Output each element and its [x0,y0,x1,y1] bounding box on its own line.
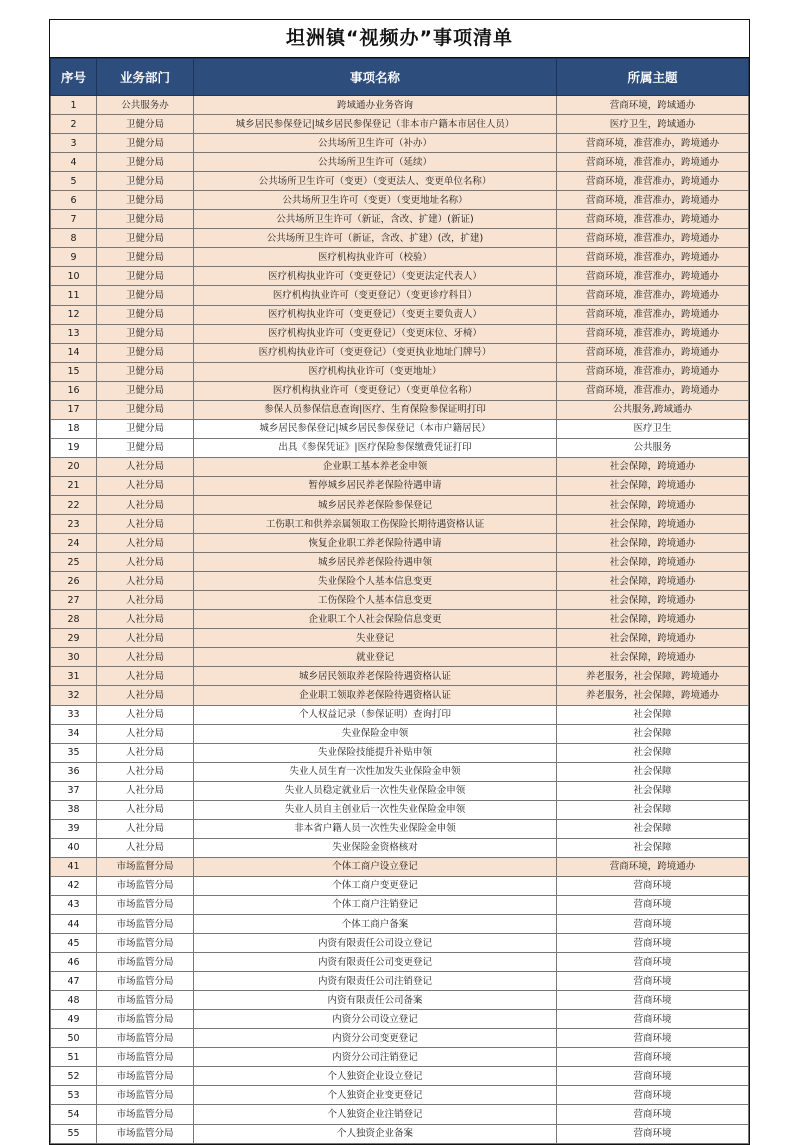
cell-serial-number: 30 [51,648,97,667]
cell-topic: 营商环境，准营准办，跨境通办 [557,305,749,324]
cell-item-name: 个人独资企业备案 [194,1124,557,1143]
cell-topic: 营商环境，准营准办，跨境通办 [557,324,749,343]
table-row [51,648,749,667]
cell-topic: 社会保障，跨境通办 [557,476,749,495]
cell-department: 人社分局 [97,800,194,819]
cell-topic: 营商环境，准营准办，跨境通办 [557,191,749,210]
cell-item-name: 医疗机构执业许可（变更登记）（变更诊疗科目） [194,286,557,305]
cell-department: 人社分局 [97,667,194,686]
table-row [51,1067,749,1086]
table-row [51,667,749,686]
table-row [51,172,749,191]
header-serial-number: 序号 [51,59,97,96]
cell-item-name: 医疗机构执业许可（校验） [194,248,557,267]
cell-topic: 社会保障，跨境通办 [557,629,749,648]
cell-item-name: 企业职工领取养老保险待遇资格认证 [194,686,557,705]
cell-department: 人社分局 [97,572,194,591]
cell-serial-number: 11 [51,286,97,305]
cell-serial-number: 43 [51,895,97,914]
cell-department: 卫健分局 [97,419,194,438]
cell-item-name: 失业人员稳定就业后一次性失业保险金申领 [194,781,557,800]
cell-serial-number: 46 [51,953,97,972]
table-row [51,572,749,591]
table-row [51,134,749,153]
cell-serial-number: 28 [51,610,97,629]
cell-item-name: 医疗机构执业许可（变更登记）（变更单位名称） [194,381,557,400]
cell-department: 人社分局 [97,629,194,648]
table-row [51,305,749,324]
cell-topic: 社会保障，跨境通办 [557,457,749,476]
cell-serial-number: 35 [51,743,97,762]
cell-topic: 社会保障 [557,743,749,762]
cell-topic: 营商环境 [557,1105,749,1124]
cell-department: 人社分局 [97,819,194,838]
cell-topic: 社会保障，跨境通办 [557,495,749,514]
table-row [51,210,749,229]
cell-serial-number: 36 [51,762,97,781]
cell-serial-number: 18 [51,419,97,438]
cell-department: 卫健分局 [97,248,194,267]
cell-serial-number: 37 [51,781,97,800]
cell-topic: 营商环境，准营准办，跨境通办 [557,343,749,362]
table-row [51,686,749,705]
cell-item-name: 企业职工个人社会保险信息变更 [194,610,557,629]
cell-item-name: 失业登记 [194,629,557,648]
cell-department: 卫健分局 [97,191,194,210]
cell-serial-number: 31 [51,667,97,686]
cell-topic: 社会保障，跨境通办 [557,648,749,667]
cell-topic: 社会保障 [557,781,749,800]
table-row [51,991,749,1010]
cell-serial-number: 55 [51,1124,97,1143]
cell-department: 卫健分局 [97,286,194,305]
cell-department: 人社分局 [97,553,194,572]
cell-department: 市场监管分局 [97,953,194,972]
cell-serial-number: 50 [51,1029,97,1048]
cell-item-name: 个体工商户变更登记 [194,876,557,895]
cell-serial-number: 32 [51,686,97,705]
cell-topic: 营商环境，跨境通办 [557,857,749,876]
cell-item-name: 城乡居民参保登记|城乡居民参保登记（非本市户籍本市居住人员） [194,115,557,134]
cell-serial-number: 19 [51,438,97,457]
cell-department: 人社分局 [97,743,194,762]
cell-department: 卫健分局 [97,343,194,362]
cell-serial-number: 8 [51,229,97,248]
cell-item-name: 公共场所卫生许可（补办） [194,134,557,153]
table-row [51,400,749,419]
cell-department: 人社分局 [97,724,194,743]
table-row [51,1029,749,1048]
cell-item-name: 内资有限责任公司备案 [194,991,557,1010]
table-header [51,59,749,96]
cell-serial-number: 51 [51,1048,97,1067]
cell-serial-number: 21 [51,476,97,495]
cell-serial-number: 20 [51,457,97,476]
cell-serial-number: 29 [51,629,97,648]
cell-item-name: 医疗机构执业许可（变更登记）（变更执业地址门牌号） [194,343,557,362]
cell-serial-number: 52 [51,1067,97,1086]
cell-item-name: 恢复企业职工养老保险待遇申请 [194,534,557,553]
cell-department: 卫健分局 [97,153,194,172]
cell-item-name: 医疗机构执业许可（变更登记）（变更床位、牙椅） [194,324,557,343]
header-topic: 所属主题 [557,59,749,96]
cell-topic: 营商环境 [557,895,749,914]
cell-serial-number: 45 [51,934,97,953]
cell-department: 市场监管分局 [97,991,194,1010]
cell-department: 卫健分局 [97,400,194,419]
cell-item-name: 城乡居民养老保险待遇申领 [194,553,557,572]
cell-item-name: 失业保险金资格核对 [194,838,557,857]
table-row [51,534,749,553]
cell-serial-number: 41 [51,857,97,876]
cell-topic: 营商环境 [557,972,749,991]
cell-serial-number: 48 [51,991,97,1010]
cell-topic: 营商环境 [557,915,749,934]
table-row [51,515,749,534]
table-row [51,895,749,914]
cell-item-name: 城乡居民养老保险参保登记 [194,495,557,514]
cell-serial-number: 3 [51,134,97,153]
cell-item-name: 公共场所卫生许可（新证，含改、扩建）(新证) [194,210,557,229]
cell-item-name: 企业职工基本养老金申领 [194,457,557,476]
table-row [51,495,749,514]
cell-topic: 社会保障，跨境通办 [557,553,749,572]
cell-topic: 社会保障 [557,705,749,724]
cell-topic: 社会保障 [557,838,749,857]
cell-topic: 营商环境，准营准办，跨境通办 [557,134,749,153]
cell-item-name: 工伤保险个人基本信息变更 [194,591,557,610]
cell-serial-number: 49 [51,1010,97,1029]
cell-department: 卫健分局 [97,172,194,191]
cell-item-name: 公共场所卫生许可（变更）（变更地址名称） [194,191,557,210]
table-row [51,762,749,781]
table-row [51,1010,749,1029]
cell-item-name: 个体工商户设立登记 [194,857,557,876]
cell-topic: 公共服务 [557,438,749,457]
cell-serial-number: 26 [51,572,97,591]
table-row [51,972,749,991]
table-row [51,1048,749,1067]
cell-topic: 社会保障 [557,800,749,819]
cell-item-name: 参保人员参保信息查询|医疗、生育保险参保证明打印 [194,400,557,419]
cell-topic: 营商环境，准营准办，跨境通办 [557,362,749,381]
cell-department: 卫健分局 [97,438,194,457]
cell-topic: 社会保障，跨境通办 [557,572,749,591]
cell-topic: 养老服务，社会保障，跨境通办 [557,686,749,705]
cell-serial-number: 38 [51,800,97,819]
cell-topic: 营商环境 [557,1029,749,1048]
cell-topic: 营商环境 [557,1086,749,1105]
cell-department: 卫健分局 [97,381,194,400]
cell-department: 人社分局 [97,686,194,705]
cell-serial-number: 54 [51,1105,97,1124]
cell-topic: 养老服务，社会保障，跨境通办 [557,667,749,686]
table-row [51,591,749,610]
cell-serial-number: 42 [51,876,97,895]
cell-department: 人社分局 [97,476,194,495]
cell-topic: 营商环境 [557,934,749,953]
cell-serial-number: 17 [51,400,97,419]
cell-serial-number: 9 [51,248,97,267]
cell-topic: 社会保障，跨境通办 [557,591,749,610]
cell-item-name: 失业保险技能提升补贴申领 [194,743,557,762]
cell-department: 市场监管分局 [97,972,194,991]
cell-item-name: 内资分公司设立登记 [194,1010,557,1029]
cell-department: 市场监管分局 [97,934,194,953]
cell-serial-number: 33 [51,705,97,724]
item-list-sheet [49,19,750,1145]
table-row [51,248,749,267]
cell-item-name: 暂停城乡居民养老保险待遇申请 [194,476,557,495]
cell-serial-number: 5 [51,172,97,191]
document-title: 坦洲镇“视频办”事项清单 [50,20,749,58]
cell-item-name: 就业登记 [194,648,557,667]
cell-department: 人社分局 [97,838,194,857]
cell-item-name: 个体工商户注销登记 [194,895,557,914]
cell-department: 市场监管分局 [97,876,194,895]
cell-serial-number: 44 [51,915,97,934]
cell-serial-number: 13 [51,324,97,343]
cell-topic: 社会保障，跨境通办 [557,534,749,553]
cell-serial-number: 25 [51,553,97,572]
cell-department: 人社分局 [97,705,194,724]
table-row [51,438,749,457]
cell-topic: 营商环境，准营准办，跨境通办 [557,248,749,267]
table-row [51,857,749,876]
cell-item-name: 城乡居民领取养老保险待遇资格认证 [194,667,557,686]
table-row [51,953,749,972]
cell-department: 市场监管分局 [97,1048,194,1067]
cell-item-name: 非本省户籍人员一次性失业保险金申领 [194,819,557,838]
cell-serial-number: 10 [51,267,97,286]
item-table [50,58,749,1144]
cell-item-name: 工伤职工和供养亲属领取工伤保险长期待遇资格认证 [194,515,557,534]
cell-serial-number: 47 [51,972,97,991]
table-row [51,1086,749,1105]
table-row [51,781,749,800]
table-row [51,267,749,286]
cell-department: 市场监管分局 [97,1067,194,1086]
cell-department: 卫健分局 [97,324,194,343]
table-row [51,724,749,743]
cell-item-name: 失业保险金申领 [194,724,557,743]
cell-topic: 医疗卫生 [557,419,749,438]
cell-serial-number: 6 [51,191,97,210]
table-row [51,191,749,210]
cell-serial-number: 2 [51,115,97,134]
cell-item-name: 公共场所卫生许可（延续） [194,153,557,172]
table-row [51,838,749,857]
cell-department: 人社分局 [97,515,194,534]
cell-topic: 营商环境 [557,1067,749,1086]
cell-topic: 社会保障 [557,762,749,781]
cell-topic: 营商环境，准营准办，跨境通办 [557,153,749,172]
cell-serial-number: 14 [51,343,97,362]
table-row [51,553,749,572]
table-row [51,934,749,953]
cell-serial-number: 24 [51,534,97,553]
cell-department: 卫健分局 [97,267,194,286]
cell-department: 卫健分局 [97,362,194,381]
table-row [51,153,749,172]
cell-serial-number: 39 [51,819,97,838]
cell-topic: 营商环境 [557,953,749,972]
cell-department: 人社分局 [97,781,194,800]
cell-department: 市场监管分局 [97,895,194,914]
table-row [51,629,749,648]
table-row [51,876,749,895]
cell-item-name: 个人独资企业变更登记 [194,1086,557,1105]
cell-department: 卫健分局 [97,115,194,134]
table-row [51,343,749,362]
cell-item-name: 跨域通办业务咨询 [194,96,557,115]
cell-department: 人社分局 [97,591,194,610]
cell-topic: 营商环境 [557,876,749,895]
cell-department: 市场监管分局 [97,1124,194,1143]
cell-topic: 营商环境，准营准办，跨境通办 [557,381,749,400]
table-row [51,705,749,724]
cell-department: 人社分局 [97,762,194,781]
header-row [51,59,749,96]
cell-department: 市场监管分局 [97,1086,194,1105]
cell-item-name: 内资分公司变更登记 [194,1029,557,1048]
cell-department: 人社分局 [97,610,194,629]
cell-topic: 营商环境，准营准办，跨境通办 [557,286,749,305]
cell-topic: 营商环境 [557,1048,749,1067]
cell-department: 人社分局 [97,457,194,476]
cell-serial-number: 40 [51,838,97,857]
cell-topic: 社会保障 [557,819,749,838]
cell-serial-number: 22 [51,495,97,514]
cell-department: 市场监管分局 [97,915,194,934]
cell-topic: 社会保障，跨境通办 [557,610,749,629]
cell-item-name: 医疗机构执业许可（变更地址） [194,362,557,381]
cell-topic: 营商环境，跨域通办 [557,96,749,115]
cell-item-name: 公共场所卫生许可（新证，含改、扩建）(改，扩建) [194,229,557,248]
cell-department: 卫健分局 [97,134,194,153]
table-row [51,362,749,381]
table-row [51,115,749,134]
cell-department: 卫健分局 [97,229,194,248]
cell-serial-number: 53 [51,1086,97,1105]
table-body [51,96,749,1144]
cell-department: 市场监管分局 [97,1010,194,1029]
cell-serial-number: 7 [51,210,97,229]
header-department: 业务部门 [97,59,194,96]
cell-item-name: 出具《参保凭证》|医疗保险参保缴费凭证打印 [194,438,557,457]
cell-topic: 营商环境 [557,1010,749,1029]
cell-topic: 医疗卫生，跨域通办 [557,115,749,134]
cell-serial-number: 1 [51,96,97,115]
cell-topic: 营商环境 [557,991,749,1010]
cell-topic: 营商环境，准营准办，跨境通办 [557,210,749,229]
table-row [51,610,749,629]
table-row [51,229,749,248]
table-row [51,800,749,819]
table-row [51,324,749,343]
cell-item-name: 医疗机构执业许可（变更登记）（变更主要负责人） [194,305,557,324]
table-row [51,1124,749,1143]
cell-item-name: 公共场所卫生许可（变更）（变更法人、变更单位名称） [194,172,557,191]
cell-department: 人社分局 [97,495,194,514]
cell-item-name: 个人权益记录（参保证明）查询打印 [194,705,557,724]
cell-department: 市场监管分局 [97,1105,194,1124]
header-item-name: 事项名称 [194,59,557,96]
cell-department: 卫健分局 [97,305,194,324]
table-row [51,457,749,476]
cell-department: 人社分局 [97,534,194,553]
cell-item-name: 城乡居民参保登记|城乡居民参保登记（本市户籍居民） [194,419,557,438]
cell-topic: 营商环境，准营准办，跨境通办 [557,229,749,248]
table-row [51,915,749,934]
table-row [51,476,749,495]
cell-item-name: 失业保险个人基本信息变更 [194,572,557,591]
cell-serial-number: 16 [51,381,97,400]
cell-department: 人社分局 [97,648,194,667]
cell-item-name: 个人独资企业注销登记 [194,1105,557,1124]
table-row [51,743,749,762]
cell-topic: 社会保障 [557,724,749,743]
cell-item-name: 内资有限责任公司变更登记 [194,953,557,972]
cell-item-name: 失业人员自主创业后一次性失业保险金申领 [194,800,557,819]
cell-department: 卫健分局 [97,210,194,229]
cell-item-name: 内资有限责任公司设立登记 [194,934,557,953]
cell-serial-number: 23 [51,515,97,534]
cell-item-name: 失业人员生育一次性加发失业保险金申领 [194,762,557,781]
cell-topic: 营商环境，准营准办，跨境通办 [557,172,749,191]
cell-department: 市场监管分局 [97,1029,194,1048]
cell-serial-number: 34 [51,724,97,743]
cell-item-name: 内资分公司注销登记 [194,1048,557,1067]
cell-serial-number: 4 [51,153,97,172]
cell-serial-number: 15 [51,362,97,381]
table-row [51,1105,749,1124]
table-row [51,286,749,305]
cell-item-name: 个人独资企业设立登记 [194,1067,557,1086]
cell-item-name: 内资有限责任公司注销登记 [194,972,557,991]
cell-topic: 营商环境，准营准办，跨境通办 [557,267,749,286]
cell-serial-number: 27 [51,591,97,610]
cell-topic: 社会保障，跨境通办 [557,515,749,534]
cell-department: 市场监督分局 [97,857,194,876]
table-row [51,819,749,838]
table-row [51,96,749,115]
cell-topic: 公共服务,跨域通办 [557,400,749,419]
cell-item-name: 医疗机构执业许可（变更登记）（变更法定代表人） [194,267,557,286]
cell-serial-number: 12 [51,305,97,324]
table-row [51,419,749,438]
cell-department: 公共服务办 [97,96,194,115]
table-row [51,381,749,400]
cell-topic: 营商环境 [557,1124,749,1143]
cell-item-name: 个体工商户备案 [194,915,557,934]
